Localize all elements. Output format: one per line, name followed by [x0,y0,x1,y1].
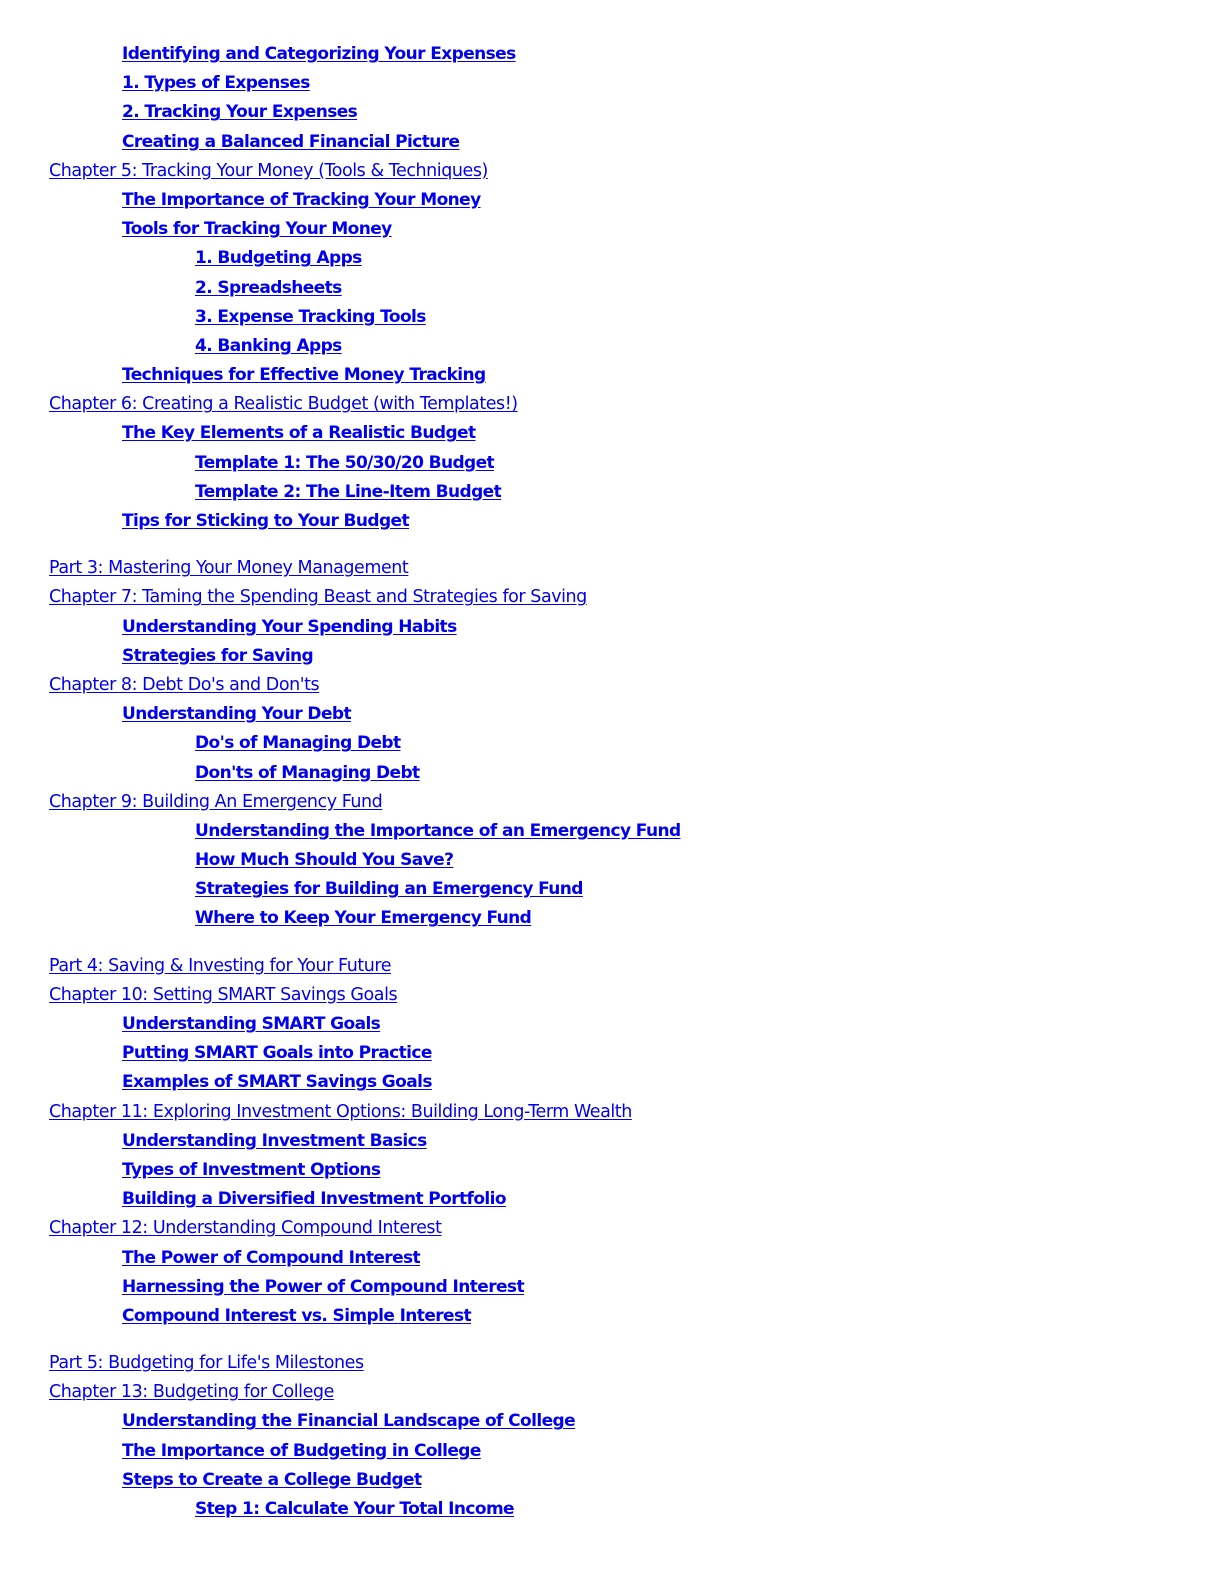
toc-entry-chapter [49,1377,1189,1406]
toc-entry-section [49,1465,1189,1494]
toc-entry-part [49,951,1189,980]
toc-entry-section [49,699,1189,728]
toc-entry-section [49,127,1189,156]
toc-link[interactable]: 4. Banking Apps [195,335,342,356]
toc-link[interactable]: Tools for Tracking Your Money [122,219,392,240]
toc-entry-section [49,1436,1189,1465]
toc-entry-chapter [49,670,1189,699]
toc-entry-subsection [49,1494,1189,1523]
toc-entry-subsection [49,874,1189,903]
toc-entry-section [49,1038,1189,1067]
toc-entry-subsection [49,331,1189,360]
toc-entry-section [49,1126,1189,1155]
toc-link[interactable]: Strategies for Saving [122,645,314,666]
toc-link[interactable]: The Importance of Budgeting in College [122,1440,481,1461]
toc-entry-section [49,39,1189,68]
toc-entry-section [49,1243,1189,1272]
toc-link[interactable]: Chapter 9: Building An Emergency Fund [49,791,383,812]
toc-entry-section [49,1155,1189,1184]
toc-entry-subsection [49,273,1189,302]
toc-link[interactable]: Where to Keep Your Emergency Fund [195,908,532,929]
toc-entry-section [49,418,1189,447]
toc-link[interactable]: Chapter 10: Setting SMART Savings Goals [49,984,398,1005]
toc-entry-subsection [49,845,1189,874]
toc-entry-section [49,1067,1189,1096]
toc-link[interactable]: 2. Tracking Your Expenses [122,102,358,123]
toc-entry-section [49,360,1189,389]
toc-link[interactable]: Techniques for Effective Money Tracking [122,365,486,386]
toc-link[interactable]: 2. Spreadsheets [195,277,342,298]
toc-entry-chapter [49,1097,1189,1126]
toc-link[interactable]: Steps to Create a College Budget [122,1469,422,1490]
toc-entry-chapter [49,389,1189,418]
toc-link[interactable]: The Key Elements of a Realistic Budget [122,423,476,444]
toc-entry-chapter [49,1213,1189,1242]
toc-entry-section [49,214,1189,243]
toc-link[interactable]: Understanding the Financial Landscape of College [122,1411,576,1432]
toc-link[interactable]: The Importance of Tracking Your Money [122,189,481,210]
toc-entry-section [49,1272,1189,1301]
toc-entry-section [49,185,1189,214]
toc-link[interactable]: 3. Expense Tracking Tools [195,306,426,327]
toc-entry-chapter [49,156,1189,185]
toc-link[interactable]: Chapter 11: Exploring Investment Options: Building Long-Term Wealth [49,1101,632,1122]
toc-entry-section [49,1406,1189,1435]
toc-entry-subsection [49,243,1189,272]
toc-entry-section [49,1009,1189,1038]
toc-link[interactable]: Part 5: Budgeting for Life's Milestones [49,1353,364,1374]
toc-entry-section [49,612,1189,641]
toc-entry-chapter [49,787,1189,816]
toc-entry-subsection [49,728,1189,757]
toc-link[interactable]: Harnessing the Power of Compound Interest [122,1276,524,1297]
toc-entry-part [49,553,1189,582]
toc-entry-chapter [49,582,1189,611]
toc-link[interactable]: Understanding Your Debt [122,704,351,725]
toc-entry-subsection [49,816,1189,845]
toc-link[interactable]: Examples of SMART Savings Goals [122,1072,432,1093]
toc-entry-part [49,1348,1189,1377]
toc-link[interactable]: Understanding the Importance of an Emergency Fund [195,820,681,841]
toc-link[interactable]: Part 3: Mastering Your Money Management [49,558,409,579]
toc-link[interactable]: Step 1: Calculate Your Total Income [195,1499,514,1519]
toc-link[interactable]: Chapter 13: Budgeting for College [49,1382,334,1403]
toc-link[interactable]: How Much Should You Save? [195,850,454,871]
toc-link[interactable]: Identifying and Categorizing Your Expenses [122,44,516,64]
table-of-contents [49,39,1189,1523]
toc-entry-section [49,68,1189,97]
toc-link[interactable]: Understanding Investment Basics [122,1130,427,1151]
toc-link[interactable]: Understanding Your Spending Habits [122,616,457,637]
toc-entry-chapter [49,980,1189,1009]
toc-entry-subsection [49,903,1189,932]
toc-link[interactable]: Building a Diversified Investment Portfolio [122,1189,506,1210]
toc-link[interactable]: Tips for Sticking to Your Budget [122,511,410,531]
toc-link[interactable]: 1. Types of Expenses [122,73,310,94]
toc-entry-section [49,506,1189,535]
toc-entry-section [49,97,1189,126]
toc-link[interactable]: Chapter 12: Understanding Compound Interest [49,1218,442,1239]
toc-link[interactable]: 1. Budgeting Apps [195,248,362,269]
toc-link[interactable]: Don'ts of Managing Debt [195,762,420,783]
toc-entry-subsection [49,448,1189,477]
toc-entry-subsection [49,477,1189,506]
toc-link[interactable]: Chapter 5: Tracking Your Money (Tools & Techniques) [49,160,488,181]
toc-entry-section [49,641,1189,670]
toc-link[interactable]: Template 2: The Line-Item Budget [195,481,502,502]
toc-link[interactable]: The Power of Compound Interest [122,1247,421,1268]
toc-link[interactable]: Chapter 6: Creating a Realistic Budget (with Templates!) [49,394,518,415]
toc-entry-subsection [49,758,1189,787]
toc-link[interactable]: Strategies for Building an Emergency Fund [195,879,583,900]
toc-link[interactable]: Putting SMART Goals into Practice [122,1043,432,1064]
toc-link[interactable]: Types of Investment Options [122,1159,381,1180]
toc-link[interactable]: Do's of Managing Debt [195,733,401,754]
toc-entry-section [49,1301,1189,1330]
toc-link[interactable]: Chapter 8: Debt Do's and Don'ts [49,674,320,695]
toc-link[interactable]: Creating a Balanced Financial Picture [122,131,460,152]
toc-link[interactable]: Understanding SMART Goals [122,1014,381,1034]
toc-link[interactable]: Part 4: Saving & Investing for Your Future [49,955,392,976]
toc-link[interactable]: Chapter 7: Taming the Spending Beast and Strategies for Saving [49,587,587,608]
toc-link[interactable]: Template 1: The 50/30/20 Budget [195,452,495,473]
toc-entry-section [49,1184,1189,1213]
toc-link[interactable]: Compound Interest vs. Simple Interest [122,1305,472,1326]
toc-entry-subsection [49,302,1189,331]
